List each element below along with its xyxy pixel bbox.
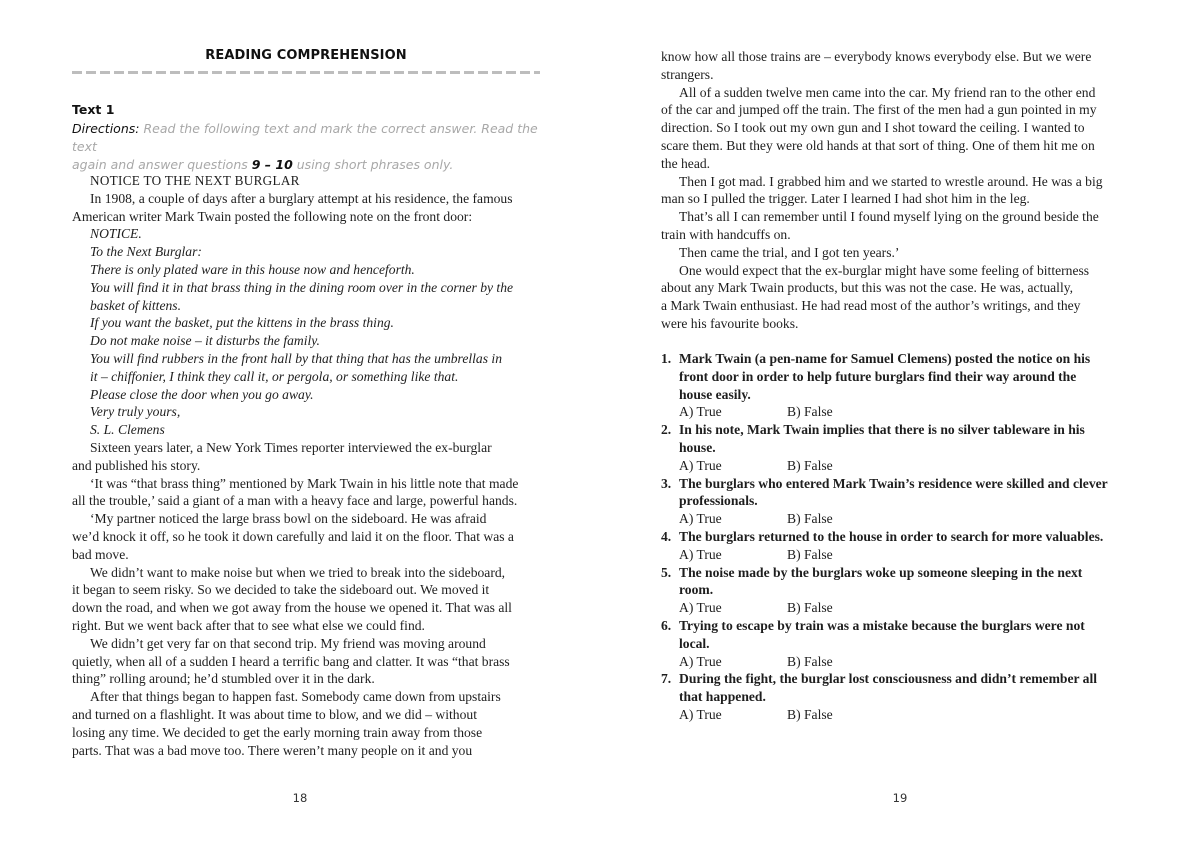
story-line: Then came the trial, and I got ten years.’ xyxy=(679,244,900,260)
story-line: After that things began to happen fast. Somebody came down from upstairs xyxy=(90,689,501,705)
notice-line: If you want the basket, put the kittens in the brass thing. xyxy=(90,315,394,331)
option-true[interactable]: A) True xyxy=(679,600,722,616)
option-false[interactable]: B) False xyxy=(787,653,833,669)
answer-options xyxy=(679,510,1141,528)
story-line: bad move. xyxy=(72,546,129,562)
story-line: American writer Mark Twain posted the following note on the front door: xyxy=(72,208,473,224)
story-line: we’d knock it off, so he took it down carefully and laid it on the floor. That was a xyxy=(72,528,514,544)
story-line: and published his story. xyxy=(72,457,201,473)
story-line: right. But we went back after that to see what else we could find. xyxy=(72,617,425,633)
story-line: In 1908, a couple of days after a burglary attempt at his residence, the famous xyxy=(90,190,513,206)
question-list xyxy=(661,350,1141,724)
question-item xyxy=(661,564,1141,617)
question-text: room. xyxy=(679,582,714,598)
question-item xyxy=(661,617,1141,670)
answer-options xyxy=(679,546,1141,564)
question-number: 3. xyxy=(661,475,672,491)
notice-line: NOTICE. xyxy=(90,226,142,242)
story-line: ‘It was “that brass thing” mentioned by Mark Twain in his little note that made xyxy=(90,475,519,491)
story-line: parts. That was a bad move too. There weren’t many people on it and you xyxy=(72,742,473,758)
question-text: The noise made by the burglars woke up someone sleeping in the next xyxy=(679,564,1083,580)
directions xyxy=(72,120,542,174)
answer-options xyxy=(679,653,1141,671)
question-item xyxy=(661,475,1141,528)
question-number: 5. xyxy=(661,564,672,580)
directions-line-2-end: using short phrases only. xyxy=(292,157,454,172)
story-line: All of a sudden twelve men came into the car. My friend ran to the other end xyxy=(679,84,1096,100)
notice-line: Please close the door when you go away. xyxy=(90,386,314,402)
story-line: thing” rolling around; he’d stumbled over it in the dark. xyxy=(72,671,375,687)
page-number-left: 18 xyxy=(292,791,308,805)
question-text: house easily. xyxy=(679,386,751,402)
right-page xyxy=(600,0,1200,851)
option-false[interactable]: B) False xyxy=(787,546,833,562)
story-line: about any Mark Twain products, but this was not the case. He was, actually, xyxy=(661,280,1074,296)
option-true[interactable]: A) True xyxy=(679,653,722,669)
question-item xyxy=(661,421,1141,474)
directions-question-range: 9 – 10 xyxy=(251,157,293,172)
question-text: house. xyxy=(679,439,716,455)
story-line: One would expect that the ex-burglar might have some feeling of bitterness xyxy=(679,262,1090,278)
story-line: We didn’t want to make noise but when we tried to break into the sideboard, xyxy=(90,564,506,580)
directions-label: Directions: xyxy=(72,121,140,136)
story-line: man so I pulled the trigger. Later I learned I had shot him in the leg. xyxy=(661,191,1030,207)
question-text: During the fight, the burglar lost consciousness and didn’t remember all xyxy=(679,671,1098,687)
story-line: losing any time. We decided to get the early morning train away from those xyxy=(72,724,483,740)
option-true[interactable]: A) True xyxy=(679,404,722,420)
option-false[interactable]: B) False xyxy=(787,600,833,616)
question-text: Mark Twain (a pen-name for Samuel Clemens) posted the notice on his xyxy=(679,351,1091,366)
story-line: Sixteen years later, a New York Times reporter interviewed the ex-burglar xyxy=(90,439,492,455)
question-number: 6. xyxy=(661,617,672,633)
directions-line-2-start: again and answer questions xyxy=(72,157,252,172)
option-false[interactable]: B) False xyxy=(787,404,833,420)
answer-options xyxy=(679,706,1141,724)
story-line: were his favourite books. xyxy=(661,315,799,331)
answer-options xyxy=(679,599,1141,617)
option-true[interactable]: A) True xyxy=(679,546,722,562)
answer-options xyxy=(679,457,1141,475)
story-line: the head. xyxy=(661,155,711,171)
notice-line: There is only plated ware in this house now and henceforth. xyxy=(90,261,415,277)
story-line: scare them. But they were old hands at that sort of thing. One of them hit me on xyxy=(661,137,1095,153)
question-text: front door in order to help future burglars find their way around the xyxy=(679,368,1077,384)
question-number: 7. xyxy=(661,671,672,687)
story-line: ‘My partner noticed the large brass bowl on the sideboard. He was afraid xyxy=(90,511,487,527)
option-false[interactable]: B) False xyxy=(787,457,833,473)
option-false[interactable]: B) False xyxy=(787,511,833,527)
story-line: of the car and jumped off the train. The first of the men had a gun pointed in my xyxy=(661,102,1097,118)
story-line: quietly, when all of a sudden I heard a terrific bang and clatter. It was “that brass xyxy=(72,653,510,669)
question-item xyxy=(661,670,1141,723)
notice-line: basket of kittens. xyxy=(90,297,181,313)
story-text-left xyxy=(72,172,544,759)
story-line: We didn’t get very far on that second trip. My friend was moving around xyxy=(90,635,486,651)
question-number: 4. xyxy=(661,528,672,544)
question-text: The burglars returned to the house in order to search for more valuables. xyxy=(679,528,1104,544)
directions-line-1: Read the following text and mark the correct answer. Read the text xyxy=(72,121,538,154)
option-false[interactable]: B) False xyxy=(787,706,833,722)
option-true[interactable]: A) True xyxy=(679,511,722,527)
notice-line: You will find rubbers in the front hall by that thing that has the umbrellas in xyxy=(90,350,502,366)
notice-line: Do not make noise – it disturbs the family. xyxy=(90,333,320,349)
question-text: local. xyxy=(679,635,710,651)
story-line: a Mark Twain enthusiast. He had read most of the author’s writings, and they xyxy=(661,298,1081,314)
question-item xyxy=(661,528,1141,564)
option-true[interactable]: A) True xyxy=(679,706,722,722)
story-line: all the trouble,’ said a giant of a man with a heavy face and large, powerful hands. xyxy=(72,493,518,509)
answer-options xyxy=(679,403,1141,421)
question-number: 1. xyxy=(661,351,672,366)
story-line: Then I got mad. I grabbed him and we started to wrestle around. He was a big xyxy=(679,173,1103,189)
story-line: down the road, and when we got away from the house we opened it. That was all xyxy=(72,600,512,616)
notice-line: Very truly yours, xyxy=(90,404,181,420)
option-true[interactable]: A) True xyxy=(679,457,722,473)
notice-line: To the Next Burglar: xyxy=(90,244,202,260)
notice-line: it – chiffonier, I think they call it, or pergola, or something like that. xyxy=(90,368,459,384)
question-text: professionals. xyxy=(679,493,758,509)
story-line: That’s all I can remember until I found myself lying on the ground beside the xyxy=(679,209,1099,225)
question-text: Trying to escape by train was a mistake because the burglars were not xyxy=(679,617,1085,633)
notice-line: S. L. Clemens xyxy=(90,422,165,438)
section-title: READING COMPREHENSION xyxy=(205,48,407,63)
notice-line: You will find it in that brass thing in the dining room over in the corner by the xyxy=(90,279,514,295)
page-number-right: 19 xyxy=(892,791,908,805)
story-heading: NOTICE TO THE NEXT BURGLAR xyxy=(90,173,300,188)
question-text: In his note, Mark Twain implies that there is no silver tableware in his xyxy=(679,422,1085,438)
story-line: it began to seem risky. So we decided to take the sideboard out. We moved it xyxy=(72,582,490,598)
question-number: 2. xyxy=(661,422,672,438)
dashed-divider xyxy=(72,71,540,74)
story-text-right xyxy=(661,48,1136,333)
question-item xyxy=(661,350,1141,421)
question-text: that happened. xyxy=(679,689,766,705)
text-label: Text 1 xyxy=(72,102,115,117)
question-text: The burglars who entered Mark Twain’s residence were skilled and clever xyxy=(679,475,1108,491)
story-line: and turned on a flashlight. It was about time to blow, and we did – without xyxy=(72,706,477,722)
story-line: direction. So I took out my own gun and I shot toward the ceiling. I wanted to xyxy=(661,120,1085,136)
story-line: train with handcuffs on. xyxy=(661,226,791,242)
story-line: strangers. xyxy=(661,66,714,82)
story-line: know how all those trains are – everybody knows everybody else. But we were xyxy=(661,49,1092,64)
